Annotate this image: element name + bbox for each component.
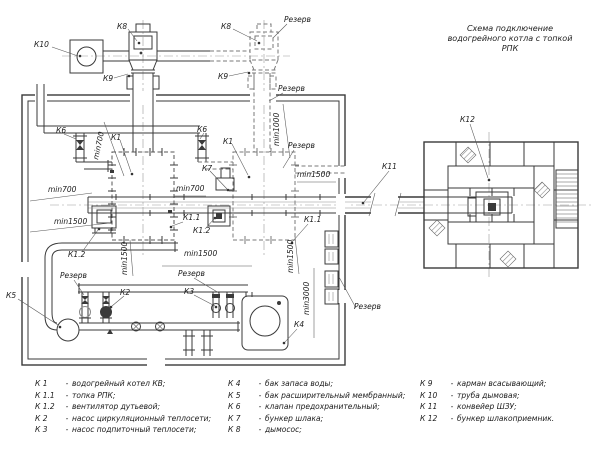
legend-item (228, 390, 420, 402)
reserve-boiler (208, 148, 299, 244)
label-k8-reserve: К8 (221, 22, 232, 31)
legend-item (35, 413, 225, 425)
legend-item-key: К 11 (420, 402, 438, 412)
label-k1-1: К1.1 (183, 213, 201, 222)
legend-item-key: К 12 (420, 413, 438, 423)
legend-separator: - (258, 379, 262, 388)
legend-item (420, 413, 595, 425)
legend-item-key: К 9 (420, 379, 433, 388)
legend-item (35, 390, 225, 402)
label-k6: К6 (56, 126, 67, 135)
dim-min1500-vert-2: min1500 (286, 239, 295, 273)
legend-item (228, 378, 420, 390)
legend-item-desc: топка РПК; (72, 390, 116, 400)
legend-separator: - (450, 402, 454, 412)
water-tank-k4 (242, 296, 288, 350)
dim-min700-left: min700 (48, 185, 77, 194)
label-k8: К8 (117, 22, 128, 31)
legend-item (228, 424, 420, 436)
drain-pipes (183, 330, 213, 356)
staircase (556, 170, 578, 228)
label-reserve-3: Резерв (288, 141, 315, 150)
expansion-tank-k5 (57, 319, 79, 341)
suction-pocket-k9 (127, 76, 133, 89)
dim-min700-right: min700 (176, 184, 205, 193)
label-k9-reserve: К9 (218, 72, 229, 81)
label-k1-2-reserve: К1.2 (193, 226, 211, 235)
label-reserve-1: Резерв (284, 15, 311, 24)
label-k2: К2 (120, 288, 131, 297)
legend-item (35, 378, 225, 390)
dim-min1500-vert-1: min1500 (120, 241, 129, 275)
legend-separator: - (65, 379, 69, 388)
legend-item (420, 401, 595, 413)
label-k1-2: К1.2 (68, 250, 86, 259)
dim-min3000-vertical: min3000 (302, 281, 311, 315)
legend-item-desc: конвейер ШЗУ; (457, 402, 517, 412)
legend-item (35, 401, 225, 413)
label-k7: К7 (202, 164, 213, 173)
label-k9: К9 (103, 74, 114, 83)
legend-separator: - (65, 425, 69, 435)
legend-item-key: К 7 (228, 413, 241, 423)
makeup-pumps-k3 (212, 292, 235, 318)
legend-item-desc: бункер шлака; (265, 413, 324, 423)
legend-item-desc: труба дымовая; (457, 390, 520, 400)
legend-item-desc: карман всасывающий; (457, 379, 547, 388)
label-k12: К12 (460, 115, 475, 124)
label-k3: К3 (184, 287, 195, 296)
legend-item-desc: насос циркуляционный теплосети; (72, 413, 212, 423)
legend-item-key: К 1.1 (35, 390, 55, 400)
legend-item (228, 413, 420, 425)
legend-item-key: К 6 (228, 402, 241, 412)
legend-item-desc: насос подпиточный теплосети; (72, 425, 197, 435)
legend-column-2 (228, 378, 420, 436)
legend-separator: - (258, 390, 262, 400)
legend-item-key: К 1 (35, 379, 48, 388)
legend-separator: - (258, 413, 262, 423)
dim-min1500-center: min1500 (184, 249, 218, 258)
pump-groups (78, 283, 252, 356)
heat-pipes (37, 84, 345, 173)
legend-separator: - (65, 390, 69, 400)
label-reserve-5: Резерв (178, 269, 205, 278)
legend-item-desc: бак запаса воды; (265, 379, 333, 388)
legend-item (420, 378, 595, 390)
title-line-1: Схема подключение (466, 24, 554, 33)
label-k5: К5 (6, 291, 17, 300)
centerlines (50, 20, 592, 280)
chimney-k10 (70, 40, 250, 73)
legend-item-desc: бункер шлакоприемник. (457, 413, 555, 423)
reserve-draft-fan (208, 206, 230, 226)
legend-separator: - (65, 413, 69, 423)
legend-item-key: К 10 (420, 390, 438, 400)
label-k10: К10 (34, 40, 49, 49)
label-k4: К4 (294, 320, 305, 329)
title-line-3: РПК (501, 44, 519, 53)
diagram-labels (6, 15, 475, 329)
legend-item-key: К 1.2 (35, 402, 55, 412)
label-k1-reserve: К1 (223, 137, 234, 146)
legend-item-key: К 8 (228, 425, 241, 435)
legend-item (228, 401, 420, 413)
legend-separator: - (258, 402, 262, 412)
dim-min700-vertical: min700 (91, 130, 106, 161)
legend-item-key: К 5 (228, 390, 241, 400)
label-k11: К11 (382, 162, 397, 171)
legend-separator: - (65, 402, 69, 412)
legend-separator: - (450, 379, 454, 388)
dim-min1500-right: min1500 (297, 170, 331, 179)
legend-item-desc: клапан предохранительный; (265, 402, 380, 412)
legend-item-key: К 3 (35, 425, 48, 435)
label-k1-1-reserve: К1.1 (304, 215, 322, 224)
legend-item-key: К 4 (228, 379, 241, 388)
legend-separator: - (450, 413, 454, 423)
label-k6-reserve: К6 (197, 125, 208, 134)
legend-column-1 (35, 378, 225, 436)
legend-separator: - (258, 425, 262, 435)
dim-min1000-vertical: min1000 (272, 112, 281, 146)
legend-item (35, 424, 225, 436)
legend-item (420, 390, 595, 402)
legend-item-desc: дымосос; (265, 425, 302, 435)
legend-item-desc: водогрейный котел КВ; (72, 379, 166, 388)
label-reserve-2: Резерв (278, 84, 305, 93)
drawing-title (425, 24, 595, 54)
legend-item-desc: вентилятор дутьевой; (72, 402, 161, 412)
legend-column-3 (420, 378, 595, 424)
legend-item-desc: бак расширительный мембранный; (265, 390, 406, 400)
label-reserve-4: Резерв (60, 271, 87, 280)
circulation-pumps-k2 (79, 292, 112, 323)
label-reserve-6: Резерв (354, 302, 381, 311)
legend-item-key: К 2 (35, 413, 48, 423)
dim-min1500-left: min1500 (54, 217, 88, 226)
legend-separator: - (450, 390, 454, 400)
label-k1: К1 (111, 133, 122, 142)
title-line-2: водогрейного котла с топкой (447, 34, 573, 43)
